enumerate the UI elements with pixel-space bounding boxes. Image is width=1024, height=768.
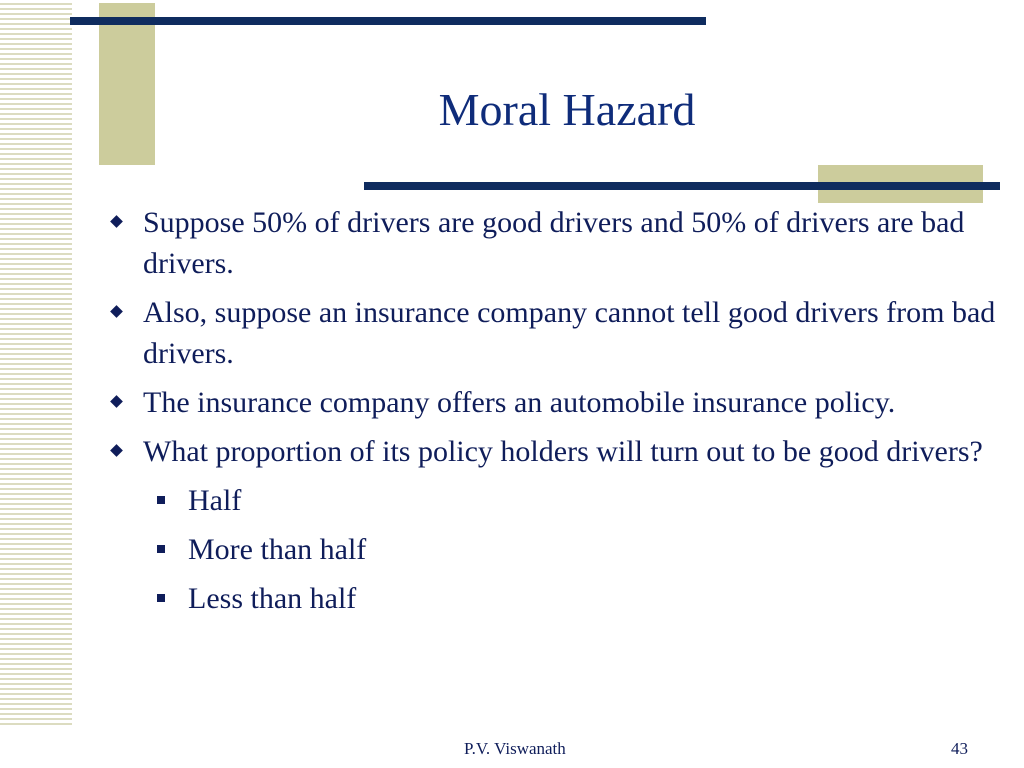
bullet-item [104, 382, 1004, 423]
diamond-bullet-icon [110, 215, 123, 228]
slide-title: Moral Hazard [438, 84, 696, 135]
striped-side-decoration [0, 0, 72, 728]
sub-bullet-text: More than half [188, 533, 367, 566]
bullet-text: The insurance company offers an automobile insurance policy. [143, 386, 896, 419]
footer-author: P.V. Viswanath [464, 739, 566, 758]
bullet-item [104, 202, 1004, 284]
sub-bullet-item [104, 578, 1004, 619]
sub-bullet-text: Less than half [188, 582, 357, 615]
title-underline-bar [364, 182, 1000, 190]
bullet-text: Suppose 50% of drivers are good drivers and 50% of drivers are bad drivers. [143, 206, 965, 280]
top-left-accent-block [99, 3, 155, 165]
sub-bullet-item [104, 529, 1004, 570]
sub-bullet-text: Half [188, 484, 242, 517]
sub-bullet-item [104, 480, 1004, 521]
diamond-bullet-icon [110, 305, 123, 318]
square-bullet-icon [157, 496, 165, 504]
bullet-text: What proportion of its policy holders will turn out to be good drivers? [143, 435, 983, 468]
bullet-item [104, 431, 1004, 472]
diamond-bullet-icon [110, 395, 123, 408]
top-accent-bar [70, 17, 706, 25]
diamond-bullet-icon [110, 444, 123, 457]
square-bullet-icon [157, 545, 165, 553]
bullet-text: Also, suppose an insurance company cannot tell good drivers from bad drivers. [143, 296, 996, 370]
page-number: 43 [951, 739, 968, 758]
square-bullet-icon [157, 594, 165, 602]
slide-content [104, 202, 1004, 627]
bullet-item [104, 292, 1004, 374]
